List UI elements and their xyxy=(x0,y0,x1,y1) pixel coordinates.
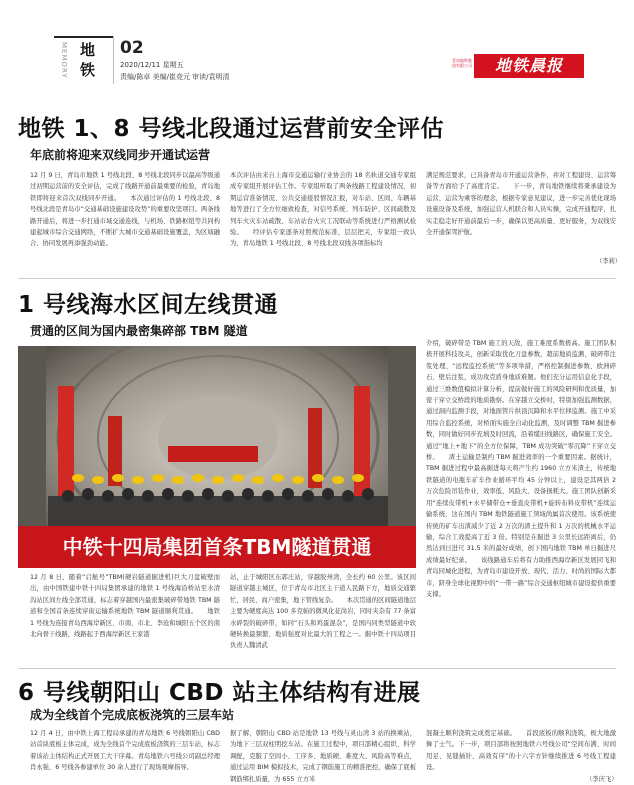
article1-subhead: 年底前将迎来双线同步开通试运营 xyxy=(30,148,211,162)
section-name: 地铁 xyxy=(80,41,96,79)
logo-title: 地铁晨报 xyxy=(474,54,584,78)
article3-subhead: 成为全线首个完成底板浇筑的三层车站 xyxy=(30,708,235,722)
header-divider xyxy=(113,36,114,84)
photo-banner: 中铁十四局集团首条TBM隧道贯通 xyxy=(62,535,372,559)
article2-column-3: 介绍，破碎带是 TBM 施工的天敌，施工难度系数极高。施工团队积极开展科技攻关，创新采取优化刀盘参数，超前地质监测、破碎带注浆处理、“远程监控系统”等多项举措，严格控制掘进参数、欧洲碎石、壁后注浆，成功攻克盾身地质难题。他们充分运用信息化手段，通过三维数值模拟计算分析，提前做好施工的风险研判和优质量，加密干穿立交桥段的地质勘察。在穿越立交桥时，特别加强监测数据，通过洞内监测手段，对地面管片拱顶沉降和水平位移监测。施工中采用综合监控系统，对桥面实施全自动化监测，及时调整 TBM 掘进参数，同时做好同步充填及时回流，沿着缆旧线路区，确保施工安全。通过“地上+地下”的全方位保障，TBM 成功突破“零沉降”下穿立交桥。 渣土运输是制约 TBM 掘进效率的一个重要因素。据统计，TBM 掘进过程中最高掘进每天将产生约 1960 立方米渣土，传统地铁隧道的电瓶车矿车作业循环平均 45 分钟以上，建设是其两倍 2 万次危险吊装作业，效率低、风险大、设备损耗大。施工团队创新采用“连续皮带机+水平储带仓+垂直皮带机+旋转布料皮带机”连续运输系统，这在国内 TBM 地铁隧道施工领域尚属首次使用。该系统使传统的矿车出渣减少了近 2 万次的渣土提升和 1 万次的机械水平运输，综合工效提高了近 3 倍。特别是在掘进 3 公里长远距离后，仍然达到日进尺 31.5 米的最好成绩，创下国内地铁 TBM 单日掘进尺成绩最好纪录。 该线路通车后将有力助推西海岸新区发展同飞和青岛同城化进程，为青岛市建设开放、现代、活力、时尚的国际大都市，跻身全球化视野中的“一带一路”综合交通枢纽城市建设提供重要支撑。 xyxy=(426,340,616,598)
newspaper-logo xyxy=(452,54,584,80)
tunnel-photo xyxy=(18,346,416,568)
article1-column-3: 满足规范要求，已具备青岛市开通运营条件，并对工程建设、运营筹备等方面给予了高度肯定。 下一步，青岛地铁继续将秉承建设为运营、运营为乘客的理念，根据专家意见建议，进一步完善优化现场设施设备及系统，加强运营人机联合和人员实操，完成开通程序，扎实走稳走好开通前最后一步，确保以更高质量、更好服务，为双线安全开通保驾护航。 xyxy=(426,172,616,237)
logo-publisher: 青岛地铁集团有限公司 xyxy=(452,58,472,68)
article2-column-2: 站，止于城阳区东郭庄站，穿越胶州湾，全长约 60 公里。该区间隧道穿越主城区，位于青岛市北区主干道人民路下方，地质交通繁忙，居民、商户密集，地下管线复杂。 本次贯通的区间隧道地层主要为硬度高达 100 多克帕的微风化花岗岩，同时夹杂有 77 条富水碎裂的破碎带，如同“石头和鸡蛋混杂”，是国内同类型隧道中软硬转换最频繁、地质强度对比最大的工程之一。掘中铁十四局项目负责人魏清武 xyxy=(230,574,416,650)
article1-column-1: 12 月 9 日，青岛市地铁 1 号线北段、8 号线北段同步以最高等级通过初期运营前的安全评估，完成了线路开通前最重要的检验，青岛地铁即将迎来首次双线同步开通。 本次通过评估的 1 号线北段、8 号线北段是青岛市“交通基础设施建设攻势”的重要攻坚项目。两条线路开通后，将进一步打通市域交通连线，与机场、铁路枢纽等共同构建起城市综合交通网络，不断扩大城市交通基础设施覆盖，为区域融合、协同发展再添强劲动能。 xyxy=(30,172,220,248)
article3-column-2: 据了解，朝阳山 CBD 站是地铁 13 号线与灵山湾 3 站的换乘站，为地下三层双柱明挖车站。在施工过程中，项目部精心组织、科学调配，克服了空间小、工序多、地质硬、难度大、风险高等难点，通过运用 BIM 模拟技术，完成了钢筋施工的精准把控，确保了底板钢筋绑扎质量，为 655 立方米 xyxy=(230,730,416,783)
issue-date: 2020/12/11 星期五 xyxy=(120,61,184,69)
article3-column-3: 混凝土顺利浇筑完成奠定基础。 首段底板的顺利浇筑，极大地激舞了士气。下一步，项目部将按照地铁六号线公司“空间布满、时间用足、见缝插针、高效有序”的十六字方针继续推进 6 号线工程建设。 xyxy=(426,730,616,772)
article2-subhead: 贯通的区间为国内最密集碎部 TBM 隧道 xyxy=(30,324,248,338)
article3-headline: 6 号线朝阳山 CBD 站主体结构有进展 xyxy=(18,680,421,706)
article3-byline: （李庆飞） xyxy=(586,776,618,783)
section-divider xyxy=(18,668,616,669)
article1-column-2: 本次评估由来自上海市交通运输行业协会的 18 名轨道交通专家组成专家组开展评估工作。专家组听取了两条线路工程建设情况、初期运营准备情况、公共交通接驳情况汇报，对车站、区间、车辆基地等进行了全方位细致检查，对信号系统、列车防护、区间疏散及列车火灾车站疏散、车站站台火灾工况联动等系统进行严格测试检验。 经评估专家逐条对照规范标准，层层把关，专家组一致认为，青岛地铁 1 号线北段、8 号线北段双线各项指标均 xyxy=(230,172,416,248)
article1-byline: （李莉） xyxy=(596,258,622,265)
article1-headline: 地铁 1、8 号线北段通过运营前安全评估 xyxy=(18,116,445,142)
article2-headline: 1 号线海水区间左线贯通 xyxy=(18,292,279,318)
article2-column-1: 12 月 8 日，随着“启航号”TBM(硬岩隧道掘进机)巨大刀盘破壁而出，由中国铁建中铁十四局集团承建的地铁 1 号线海沿桥站至水清沟站区间左线全部贯通，标志着穿越国内最密集破碎带地铁 TBM 隧道和全国首条连续穿街运输系统地铁 TBM 隧道顺利贯通。 地铁 1 号线为连接青岛西海岸新区、市南、市北、李沧和城阳五个区的南北向骨干线路，线路起于西海岸新区王家港 xyxy=(30,574,220,639)
page-number: 02 xyxy=(120,38,144,58)
article3-column-1: 12 月 4 日，由中铁上海工程局承建的青岛地铁 6 号线朝阳山 CBD 站首块底板主体完成，成为全线首个完成底板浇筑的三层车站，标志着该站主体结构正式开展工大干序幕。青岛地铁六号线公司副总经理肖永强、6 号线各参建单位 30 余人进行了现场观摩指导。 xyxy=(30,730,220,772)
section-divider xyxy=(18,278,616,279)
staff-credits: 责编/陈卓 美编/崔竞元 审读/袁明清 xyxy=(120,73,230,81)
page-header xyxy=(0,0,634,92)
memory-label: MEMORY xyxy=(60,42,68,79)
tunnel-photo-illustration xyxy=(18,346,416,568)
